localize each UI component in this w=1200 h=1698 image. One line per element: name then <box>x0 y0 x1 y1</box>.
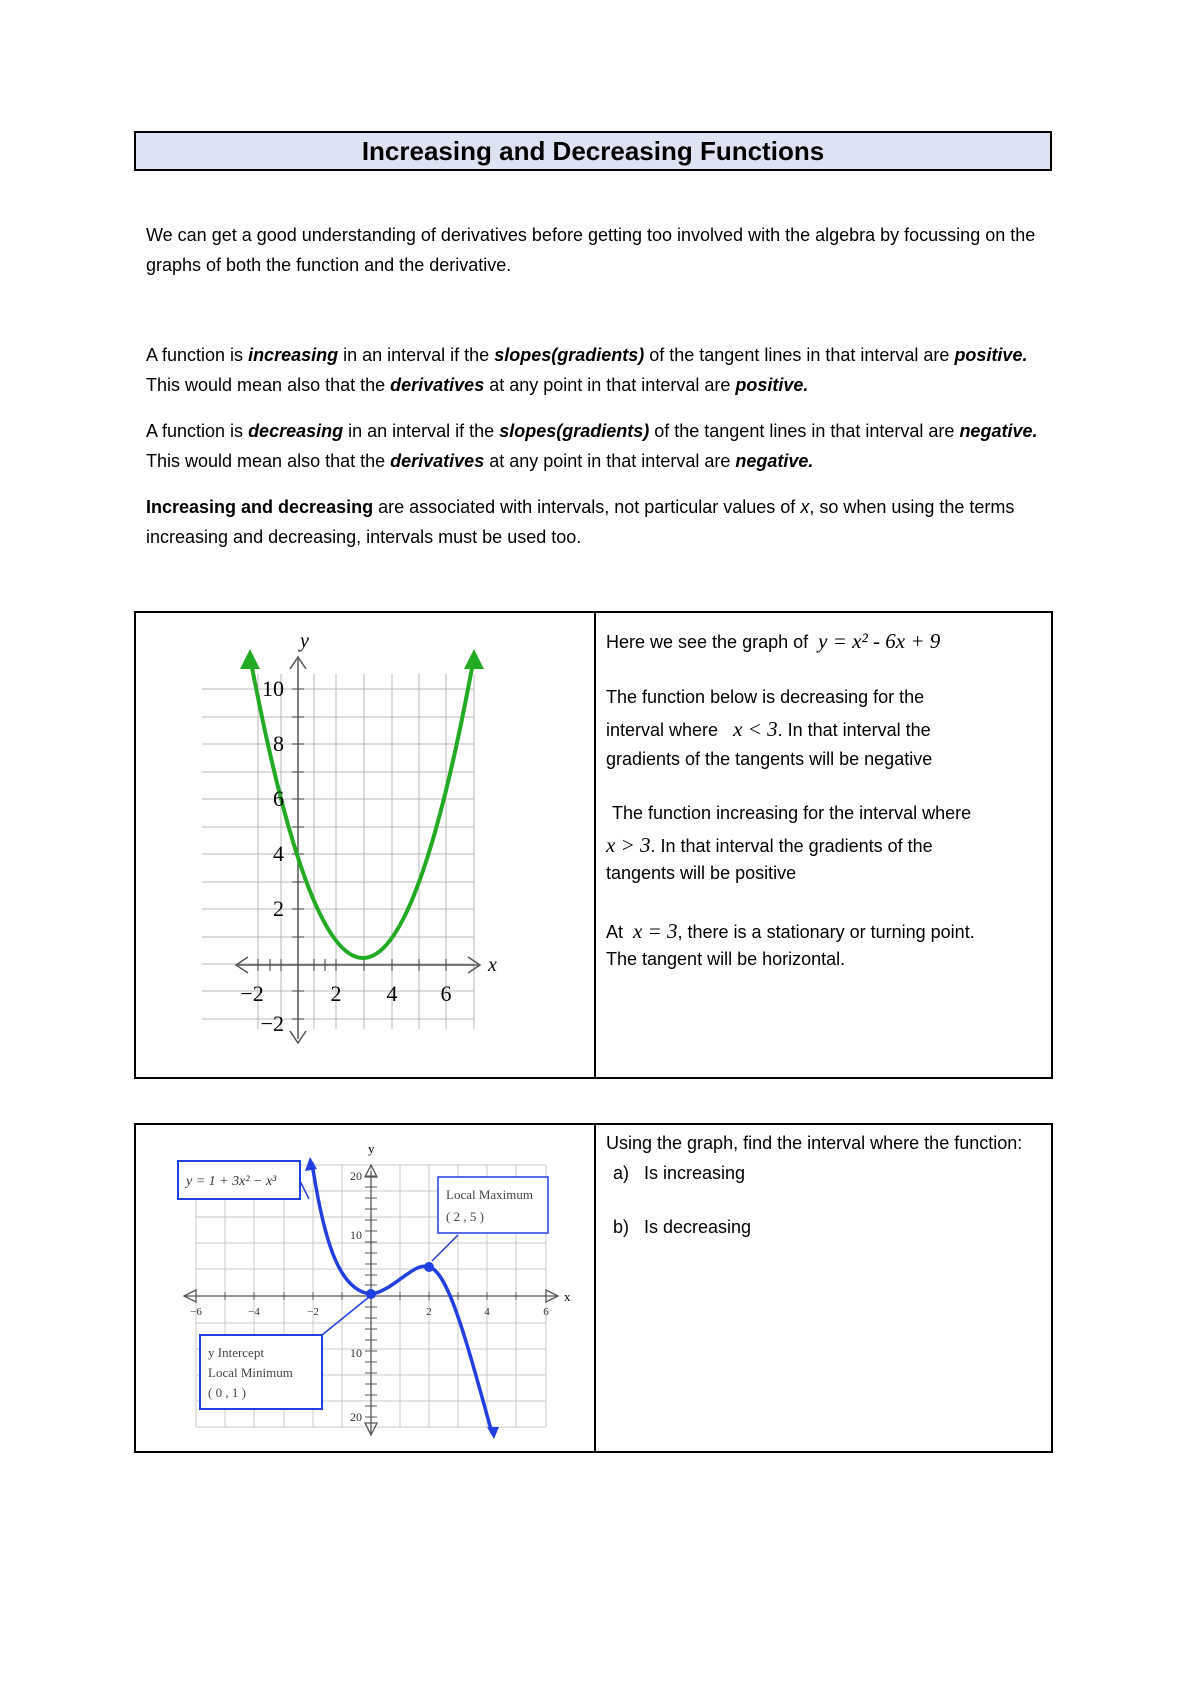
x-tick-4: 4 <box>484 1306 490 1318</box>
equation-x-eq-3: x = 3 <box>633 919 678 943</box>
y-intercept-title: y Intercept <box>208 1345 264 1360</box>
cubic-equation: y = 1 + 3x² − x³ <box>186 1174 277 1189</box>
x-tick-neg6: −6 <box>190 1306 202 1318</box>
y-tick-10: 10 <box>262 676 284 701</box>
graph-grid <box>202 674 474 1029</box>
table-parabola <box>134 611 1053 1079</box>
equation-pointer <box>300 1181 309 1199</box>
y-tick-6: 6 <box>273 786 284 811</box>
inequality-x-gt-3: x > 3 <box>606 833 651 857</box>
intervals-note: Increasing and decreasing are associated with intervals, not particular values of x, so when using the terms increasing and decreasing, intervals must be used too. <box>146 497 1015 547</box>
cubic-graph <box>174 1131 584 1447</box>
increasing-line3: tangents will be positive <box>606 863 797 883</box>
local-min-point-label: ( 0 , 1 ) <box>208 1385 246 1400</box>
x-axis-label: x <box>488 954 497 976</box>
curve-arrow-top <box>305 1157 317 1171</box>
decreasing-line3: gradients of the tangents will be negative <box>606 749 933 769</box>
x-tick-neg4: −4 <box>248 1306 260 1318</box>
x-tick-6: 6 <box>440 981 452 1006</box>
local-max-point-label: ( 2 , 5 ) <box>446 1209 484 1224</box>
curve-arrow-left <box>240 649 260 669</box>
y-tick-neg20: 20 <box>350 1410 362 1424</box>
increasing-definition: A function is increasing in an interval if the slopes(gradients) of the tangent lines in that interval are positive. This would mean also that the derivatives at any point in that interval are positive. <box>146 345 1028 395</box>
y-tick-20: 20 <box>350 1169 362 1183</box>
table-cubic <box>134 1123 1053 1453</box>
y-tick-2: 2 <box>273 896 284 921</box>
inequality-x-lt-3: x < 3 <box>733 717 778 741</box>
increasing-line1: The function increasing for the interval where <box>612 803 972 823</box>
table2-question <box>606 1129 1026 1267</box>
y-tick-neg10: 10 <box>350 1346 362 1360</box>
parabola-equation: y = x² - 6x + 9 <box>818 629 941 653</box>
y-tick-4: 4 <box>273 841 284 866</box>
curve-arrow-right <box>464 649 484 669</box>
x-tick-6: 6 <box>543 1306 549 1318</box>
intro-paragraph: We can get a good understanding of derivatives before getting too involved with the algebra by focussing on the graphs of both the function and the derivative. <box>146 225 1036 275</box>
y-tick-10: 10 <box>350 1228 362 1242</box>
local-max-title: Local Maximum <box>446 1187 534 1202</box>
decreasing-line1: The function below is decreasing for the <box>606 687 925 707</box>
local-max-box <box>438 1177 548 1233</box>
table-divider <box>594 613 596 1077</box>
x-tick-neg2: −2 <box>240 981 264 1006</box>
local-max-point <box>424 1262 434 1272</box>
x-axis-label: x <box>564 1289 571 1304</box>
min-pointer <box>322 1297 369 1335</box>
stationary-line2: The tangent will be horizontal. <box>606 949 846 969</box>
local-min-title: Local Minimum <box>208 1365 293 1380</box>
question-b: b. Is decreasing <box>644 1213 1026 1241</box>
decreasing-definition: A function is decreasing in an interval if the slopes(gradients) of the tangent lines in that interval are negative. This would mean also that the derivatives at any point in that interval are negative. <box>146 421 1038 471</box>
x-tick-2: 2 <box>330 981 342 1006</box>
question-prompt: Using the graph, find the interval where the function: <box>606 1133 1023 1153</box>
y-axis-label: y <box>368 1141 375 1156</box>
question-a: a. Is increasing <box>644 1159 1026 1187</box>
y-axis-label: y <box>300 630 309 652</box>
x-tick-2: 2 <box>426 1306 432 1318</box>
table1-explanation: Here we see the graph of y = x² - 6x + 9 The function below is decreasing for the interval where x < 3. In that interval the gradients of the tangents will be negative The function increasing for the interval where x > 3. In that interval the gradients of the tangents will be positive At x = 3, there is a stationary or turning point. The tangent will be horizontal. <box>606 613 1046 1053</box>
table-divider <box>594 1125 596 1451</box>
intro-graph-text: Here we see the graph of <box>606 632 809 652</box>
y-tick-8: 8 <box>273 731 284 756</box>
question-list <box>606 1159 1026 1241</box>
x-tick-4: 4 <box>386 981 398 1006</box>
max-pointer <box>432 1235 458 1261</box>
x-tick-neg2: −2 <box>307 1306 319 1318</box>
page-title: Increasing and Decreasing Functions <box>134 131 1052 171</box>
curve-arrow-bottom <box>487 1427 499 1439</box>
parabola-graph <box>188 619 508 1059</box>
y-tick-neg2: −2 <box>260 1011 284 1036</box>
